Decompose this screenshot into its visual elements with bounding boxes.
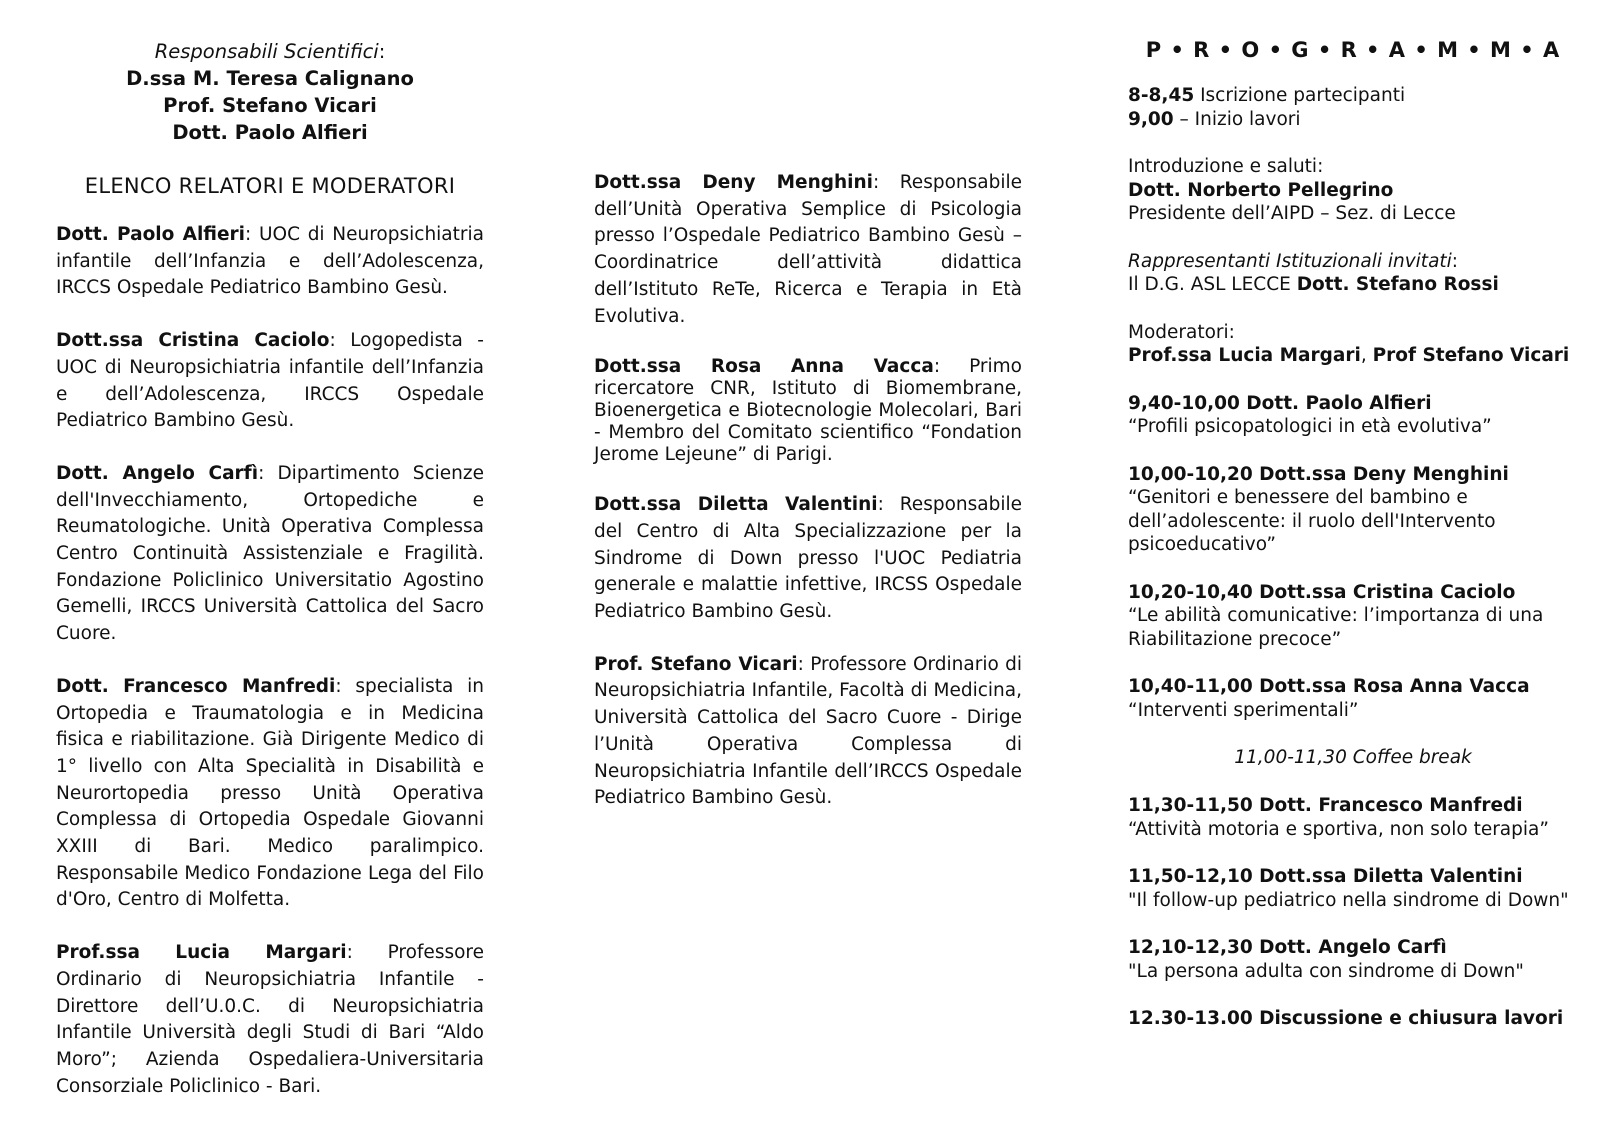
talk-item xyxy=(1128,936,1578,983)
moderators-label: Moderatori: xyxy=(1128,321,1235,343)
institutional-prefix: Il D.G. ASL LECCE xyxy=(1128,274,1297,295)
speaker-name: Dott.ssa Cristina Caciolo xyxy=(56,330,330,352)
speaker-name: Dott.ssa Diletta Valentini xyxy=(594,494,878,516)
start-time: 9,00 xyxy=(1128,108,1174,130)
scientific-heads-label: Responsabili Scientifici xyxy=(154,40,379,63)
speaker-name: Prof.ssa Lucia Margari xyxy=(56,942,347,964)
left-column xyxy=(56,38,484,1126)
talk-title: "La persona adulta con sindrome di Down" xyxy=(1128,960,1524,982)
talk-item xyxy=(1128,675,1578,722)
speaker-entry xyxy=(594,652,1022,812)
speaker-entry xyxy=(594,356,1022,466)
middle-column xyxy=(594,170,1022,838)
speaker-description: : Dipartimento Scienze dell'Invecchiamento, Ortopediche e Reumatologiche. Unità Operativa Complessa Centro Continuità Assistenziale e Fragilità. Fondazione Policlinico Universitatio Agostino Gemelli, IRCCS Università Cattolica del Sacro Cuore. xyxy=(56,462,484,645)
speaker-entry xyxy=(56,222,484,302)
registration-time: 8-8,45 xyxy=(1128,85,1195,106)
program-column xyxy=(1128,38,1578,1055)
speaker-description: : Professore Ordinario di Neuropsichiatria Infantile - Direttore dell’U.0.C. di Neuropsichiatria Infantile Università degli Studi di Bari “Aldo Moro”; Azienda Ospedaliera-Universitaria Consorziale Policlinico - Bari. xyxy=(56,942,484,1097)
talk-head: 10,40-11,00 Dott.ssa Rosa Anna Vacca xyxy=(1128,676,1530,697)
scientific-heads: Responsabili Scientifici: D.ssa M. Teresa Calignano Prof. Stefano Vicari Dott. Paolo Alfieri xyxy=(56,38,484,146)
speaker-name: Dott. Paolo Alfieri xyxy=(56,224,246,245)
intro-role: Presidente dell’AIPD – Sez. di Lecce xyxy=(1128,203,1456,224)
speaker-entry xyxy=(56,461,484,648)
talk-head: 11,50-12,10 Dott.ssa Diletta Valentini xyxy=(1128,866,1523,887)
talk-item xyxy=(1128,581,1578,652)
speaker-description: : specialista in Ortopedia e Traumatologia e in Medicina fisica e riabilitazione. Già Dirigente Medico di 1° livello con Alta Specialità in Disabilità e Neurortopedia presso Unità Operativa Complessa di Ortopedia Ospedale Giovanni XXIII di Bari. Medico paralimpico. Responsabile Medico Fondazione Lega del Filo d'Oro, Centro di Molfetta. xyxy=(56,675,484,911)
speaker-name: Dott.ssa Rosa Anna Vacca xyxy=(594,356,934,378)
talk-head: 10,20-10,40 Dott.ssa Cristina Caciolo xyxy=(1128,581,1516,603)
speaker-description: : Primo ricercatore CNR, Istituto di Biomembrane, Bioenergetica e Biotecnologie Molecolari, Bari - Membro del Comitato scientifico “Fondation Jerome Lejeune” di Parigi. xyxy=(594,356,1022,466)
moderator-name: Prof Stefano Vicari xyxy=(1372,345,1570,366)
speaker-description: : Logopedista - UOC di Neuropsichiatria infantile dell’Infanzia e dell’Adolescenza, IRCCS Ospedale Pediatrico Bambino Gesù. xyxy=(56,330,484,432)
intro-name: Dott. Norberto Pellegrino xyxy=(1128,179,1394,201)
talk-title: “Genitori e benessere del bambino e dell’adolescente: il ruolo dell'Intervento psicoeducativo” xyxy=(1128,487,1496,555)
scientific-head-name: Dott. Paolo Alfieri xyxy=(172,121,368,144)
speaker-name: Dott. Angelo Carfì xyxy=(56,462,259,484)
talk-title: “Le abilità comunicative: l’importanza di una Riabilitazione precoce” xyxy=(1128,605,1544,650)
speaker-entry xyxy=(594,492,1022,626)
scientific-head-name: D.ssa M. Teresa Calignano xyxy=(126,67,414,90)
speaker-description: : Responsabile del Centro di Alta Specializzazione per la Sindrome di Down presso l'UOC Pediatria generale e malattie infettive, IRCSS Ospedale Pediatrico Bambino Gesù. xyxy=(594,494,1022,623)
speaker-description: : Responsabile dell’Unità Operativa Semplice di Psicologia presso l’Ospedale Pediatrico Bambino Gesù – Coordinatrice dell’attività didattica dell’Istituto ReTe, Ricerca e Terapia in Età Evolutiva. xyxy=(594,172,1022,327)
talk-title: “Profili psicopatologici in età evolutiva” xyxy=(1128,416,1492,437)
speaker-entry xyxy=(56,940,484,1100)
start-text: – Inizio lavori xyxy=(1173,108,1301,130)
talk-item xyxy=(1128,392,1578,439)
speaker-name: Dott. Francesco Manfredi xyxy=(56,675,336,697)
moderators-block: Moderatori: Prof.ssa Lucia Margari, Prof Stefano Vicari xyxy=(1128,321,1578,368)
intro-label: Introduzione e saluti: xyxy=(1128,156,1324,177)
speaker-name: Dott.ssa Deny Menghini xyxy=(594,172,874,193)
speakers-section-title: ELENCO RELATORI E MODERATORI xyxy=(84,174,456,198)
speaker-entry xyxy=(56,674,484,914)
registration-block xyxy=(1128,84,1578,131)
talk-item xyxy=(1128,463,1578,557)
talk-title: "Il follow-up pediatrico nella sindrome di Down" xyxy=(1128,889,1569,911)
talk-head: 12,10-12,30 Dott. Angelo Carfì xyxy=(1128,937,1447,958)
talk-title: “Attività motoria e sportiva, non solo terapia” xyxy=(1128,818,1549,840)
coffee-break: 11,00-11,30 Coffee break xyxy=(1234,747,1472,768)
speaker-entry xyxy=(56,328,484,435)
institutional-name: Dott. Stefano Rossi xyxy=(1296,274,1499,295)
closing-item: 12.30-13.00 Discussione e chiusura lavori xyxy=(1128,1008,1564,1029)
scientific-head-name: Prof. Stefano Vicari xyxy=(163,94,377,117)
institutional-label: Rappresentanti Istituzionali invitati xyxy=(1128,250,1452,272)
program-title: P • R • O • G • R • A • M • M • A xyxy=(1145,38,1561,62)
speaker-name: Prof. Stefano Vicari xyxy=(594,653,798,675)
moderator-name: Prof.ssa Lucia Margari xyxy=(1128,345,1361,366)
speaker-description: : UOC di Neuropsichiatria infantile dell’Infanzia e dell’Adolescenza, IRCCS Ospedale Pediatrico Bambino Gesù. xyxy=(56,224,484,299)
intro-block xyxy=(1128,155,1578,226)
talk-item xyxy=(1128,794,1578,841)
registration-text: Iscrizione partecipanti xyxy=(1194,85,1406,106)
talk-title: “Interventi sperimentali” xyxy=(1128,699,1359,721)
speaker-entry xyxy=(594,170,1022,330)
talk-head: 11,30-11,50 Dott. Francesco Manfredi xyxy=(1128,795,1523,816)
talk-item xyxy=(1128,865,1578,912)
institutional-block: Rappresentanti Istituzionali invitati: Il D.G. ASL LECCE Dott. Stefano Rossi xyxy=(1128,250,1499,295)
talk-head: 9,40-10,00 Dott. Paolo Alfieri xyxy=(1128,392,1432,414)
speaker-description: : Professore Ordinario di Neuropsichiatria Infantile, Facoltà di Medicina, Università Cattolica del Sacro Cuore - Dirige l’Unità Operativa Complessa di Neuropsichiatria Infantile dell’IRCCS Ospedale Pediatrico Bambino Gesù. xyxy=(594,653,1023,809)
talk-head: 10,00-10,20 Dott.ssa Deny Menghini xyxy=(1128,463,1509,485)
